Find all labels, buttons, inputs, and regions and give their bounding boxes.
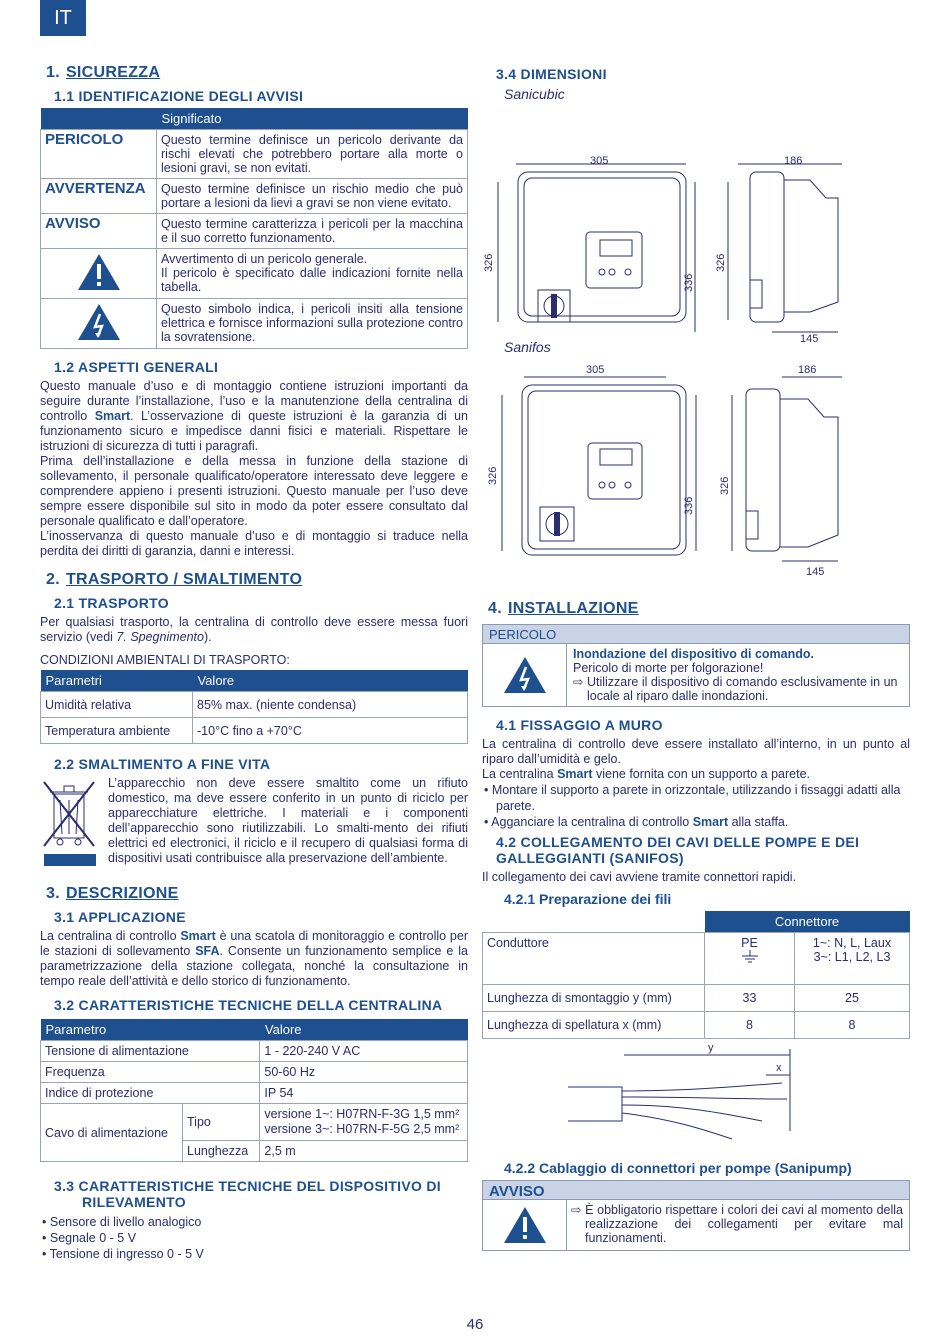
sanicubic-dimension-drawing — [482, 102, 910, 345]
table-row: Lunghezza di smontaggio y (mm) 33 25 — [483, 985, 910, 1012]
section-2-1-heading: 2.1 TRASPORTO — [54, 595, 169, 611]
danger-banner: PERICOLO — [482, 624, 910, 644]
notice-icon-cell — [483, 1200, 567, 1250]
right-column — [482, 64, 910, 1251]
notice-box — [482, 1200, 910, 1251]
table-row: Umidità relativa 85% max. (niente condensa) — [41, 692, 468, 718]
connector-table: Connettore Conduttore PE 1~: N, L, Laux 3~: L1, L2, L3 Lunghezza di smontaggio y (mm) 33 25 Lunghezza di spellatura x (mm) 8 8 — [482, 911, 910, 1039]
table-row: Cavo di alimentazione Tipo versione 1~: H07RN-F-3G 1,5 mm² versione 3~: H07RN-F-5G 2,5 mm² — [41, 1104, 468, 1141]
section-4-2-heading: 4.2 COLLEGAMENTO DEI CAVI DELLE POMPE E DEI GALLEGGIANTI (SANIFOS) — [496, 834, 860, 866]
general-paragraph-3: L’inosservanza di questo manuale d’uso e di montaggio si traduce nella perdita dei diritti di garanzia, danni e interessi. — [40, 529, 468, 558]
electric-hazard-icon — [76, 302, 122, 342]
warning-triangle-icon — [502, 1205, 548, 1245]
page-number: 46 — [466, 1316, 484, 1333]
section-1-heading: 1. SICUREZZA — [46, 64, 161, 81]
connection-paragraph: Il collegamento dei cavi avviene tramite connettori rapidi. — [482, 870, 797, 884]
section-4-heading: 4. INSTALLAZIONE — [488, 600, 639, 617]
table-row: Temperatura ambiente -10°C fino a +70°C — [41, 718, 468, 744]
transport-conditions-title: CONDIZIONI AMBIENTALI DI TRASPORTO: — [40, 653, 290, 667]
svg-text:305: 305 — [586, 364, 605, 376]
section-4-2-2-heading: 4.2.2 Cablaggio di connettori per pompe (Sanipump) — [504, 1160, 852, 1176]
table-row: Conduttore PE 1~: N, L, Laux 3~: L1, L2, L3 — [483, 933, 910, 985]
avvertenza-desc: Questo termine definisce un rischio medio che può portare a lesioni da lievi a gravi se non viene evitato. — [157, 179, 468, 214]
table-row — [41, 130, 468, 179]
table-row: Indice di protezione IP 54 — [41, 1083, 468, 1104]
electric-hazard-desc: Questo simbolo indica, i pericoli insiti alla tensione elettrica e fornisce informazioni sulla protezione contro la sovratensione. — [157, 299, 468, 349]
list-item: • Agganciare la centralina di controllo Smart alla staffa. — [484, 815, 789, 829]
dim-width-label: 305 — [590, 155, 609, 167]
table-row — [41, 299, 468, 349]
table-row: Lunghezza di spellatura x (mm) 8 8 — [483, 1012, 910, 1039]
electric-hazard-icon — [502, 655, 548, 695]
spec-table: Parametro Valore Tensione di alimentazione 1 - 220-240 V AC Frequenza 50-60 Hz Indice di protezione IP 54 Cavo di alimentazione Tipo versione 1~: H07RN-F-3G 1,5 mm² versione 3~: H07RN-F-5G 2,5 mm² Lunghezza 2,5 m — [40, 1019, 468, 1162]
weee-icon-wrap — [40, 776, 100, 871]
sanifos-label: Sanifos — [504, 339, 551, 355]
warning-triangle-icon — [76, 252, 122, 292]
svg-text:336: 336 — [683, 496, 695, 515]
section-2-2-heading: 2.2 SMALTIMENTO A FINE VITA — [54, 756, 271, 772]
section-3-heading: 3. DESCRIZIONE — [46, 885, 179, 902]
danger-icon-cell — [483, 644, 567, 706]
section-3-2-heading: 3.2 CARATTERISTICHE TECNICHE DELLA CENTRALINA — [54, 997, 443, 1013]
general-paragraph-2: Prima dell’installazione e della messa in funzione della stazione di sollevamento, il personale qualificato/operatore interessato deve leggere e comprendere appieno i presenti istruzioni. Questo manuale per l’uso deve sempre essere disponibile sul sito in modo da poter essere consultato dal personale qualificato e dall’operatore. — [40, 454, 468, 528]
section-3-3-heading: 3.3 CARATTERISTICHE TECNICHE DEL DISPOSITIVO DI RILEVAMENTO — [54, 1178, 441, 1210]
sanicubic-label: Sanicubic — [504, 86, 565, 102]
notice-banner: AVVISO — [482, 1180, 910, 1200]
svg-text:336: 336 — [683, 273, 695, 292]
left-column — [40, 64, 468, 1262]
general-hazard-desc: Avvertimento di un pericolo generale. Il pericolo è specificato dalle indicazioni fornite nella tabella. — [157, 249, 468, 299]
section-1-1-heading: 1.1 IDENTIFICAZIONE DEGLI AVVISI — [54, 88, 304, 104]
danger-box — [482, 644, 910, 707]
pericolo-label: PERICOLO — [41, 130, 157, 179]
section-4-1-heading: 4.1 FISSAGGIO A MURO — [496, 717, 663, 733]
table-row: Lunghezza 2,5 m — [41, 1141, 468, 1162]
application-paragraph: La centralina di controllo Smart è una scatola di monitoraggio e controllo per le stazioni di sollevamento SFA. Consente un funzionamento semplice e la parametrizzazione della stazione collegata, nonché la consultazione in tempo reale dell’attività e dello storico di funzionamento. — [40, 929, 468, 988]
section-3-4-heading: 3.4 DIMENSIONI — [496, 66, 607, 82]
danger-text: Inondazione del dispositivo di comando. Pericolo di morte per folgorazione! ⇨ Utilizzare il dispositivo di comando esclusivamente in un locale al riparo dalle inondazioni. — [573, 647, 898, 703]
svg-text:186: 186 — [784, 155, 803, 167]
section-1-2-heading: 1.2 ASPETTI GENERALI — [54, 359, 219, 375]
pericolo-desc: Questo termine definisce un pericolo derivante da rischi elevati che potrebbero portare alla morte o lesioni gravi, se non evitati. — [157, 130, 468, 179]
list-item: • Montare il supporto a parete in orizzontale, utilizzando i fissaggi adatti alla parete. — [484, 783, 901, 813]
mount-paragraph-1: La centralina di controllo deve essere installato all’interno, in un punto al riparo dall’umidità e gelo. — [482, 737, 910, 766]
avviso-desc: Questo termine caratterizza i pericoli per la macchina e il suo corretto funzionamento. — [157, 214, 468, 249]
svg-text:326: 326 — [483, 253, 495, 272]
spegnimento-link[interactable]: 7. Spegnimento — [116, 630, 204, 644]
electric-hazard-cell — [41, 299, 157, 349]
disposal-paragraph: L’apparecchio non deve essere smaltito come un rifiuto domestico, ma deve essere conferito in un punto di riciclo per apparecchiature elettriche. I materiali e i componenti dell’apparecchio sono riutilizzabili. Lo smalti-mento dei rifiuti elettrici ed electronici, il riciclo e il recupero di qualsiasi forma di dispositivi usati contribuisce alla preservazione dell’ambiente. — [108, 776, 468, 865]
transport-paragraph: Per qualsiasi trasporto, la centralina di controllo deve essere messa fuori servizio (vedi 7. Spegnimento). — [40, 615, 468, 644]
table-row — [41, 179, 468, 214]
svg-text:145: 145 — [806, 566, 825, 578]
section-4-2-1-heading: 4.2.1 Preparazione dei fili — [504, 891, 672, 907]
wire-stripping-diagram — [482, 1039, 910, 1155]
list-item: • Tensione di ingresso 0 - 5 V — [42, 1247, 204, 1261]
list-item: • Sensore di livello analogico — [42, 1215, 202, 1229]
avvertenza-label: AVVERTENZA — [41, 179, 157, 214]
section-2-heading: 2. TRASPORTO / SMALTIMENTO — [46, 571, 303, 588]
table-row — [41, 214, 468, 249]
notice-text: ⇨ È obbligatorio rispettare i colori dei cavi al momento della realizzazione dei collegamenti per evitare mal funzionamenti. — [571, 1203, 903, 1245]
svg-text:x: x — [776, 1062, 782, 1074]
weee-bin-icon — [40, 778, 98, 868]
transport-conditions-table: Parametri Valore Umidità relativa 85% max. (niente condensa) Temperatura ambiente -10°C fino a +70°C — [40, 670, 468, 744]
avviso-label: AVVISO — [41, 214, 157, 249]
svg-text:326: 326 — [719, 476, 731, 495]
svg-text:186: 186 — [798, 364, 817, 376]
language-tab: IT — [40, 0, 86, 36]
table-row: Tensione di alimentazione 1 - 220-240 V AC — [41, 1041, 468, 1062]
ground-icon — [740, 950, 760, 964]
mount-paragraph-2: La centralina Smart viene fornita con un supporto a parete. — [482, 767, 811, 781]
warning-triangle-cell — [41, 249, 157, 299]
table-row — [41, 249, 468, 299]
disposal-block — [40, 776, 468, 871]
table-row: Frequenza 50-60 Hz — [41, 1062, 468, 1083]
signal-words-table — [40, 108, 468, 349]
sanifos-dimension-drawing — [482, 355, 910, 581]
svg-text:y: y — [708, 1042, 714, 1054]
significato-header: Significato — [157, 108, 468, 130]
svg-text:326: 326 — [487, 466, 499, 485]
section-3-1-heading: 3.1 APPLICAZIONE — [54, 909, 186, 925]
svg-text:326: 326 — [715, 253, 727, 272]
list-item: • Segnale 0 - 5 V — [42, 1231, 137, 1245]
svg-text:145: 145 — [800, 333, 819, 345]
general-paragraph-1: Questo manuale d’uso e di montaggio contiene istruzioni importanti da seguire durante l’installazione, l’uso e la manutenzione della centralina di controllo Smart. L’osservazione di queste istruzioni è la garanzia di un funzionamento sicuro e impedisce danni fisici e materiali. Rispettare le istruzioni di sicurezza di tutti i paragrafi. — [40, 379, 468, 453]
